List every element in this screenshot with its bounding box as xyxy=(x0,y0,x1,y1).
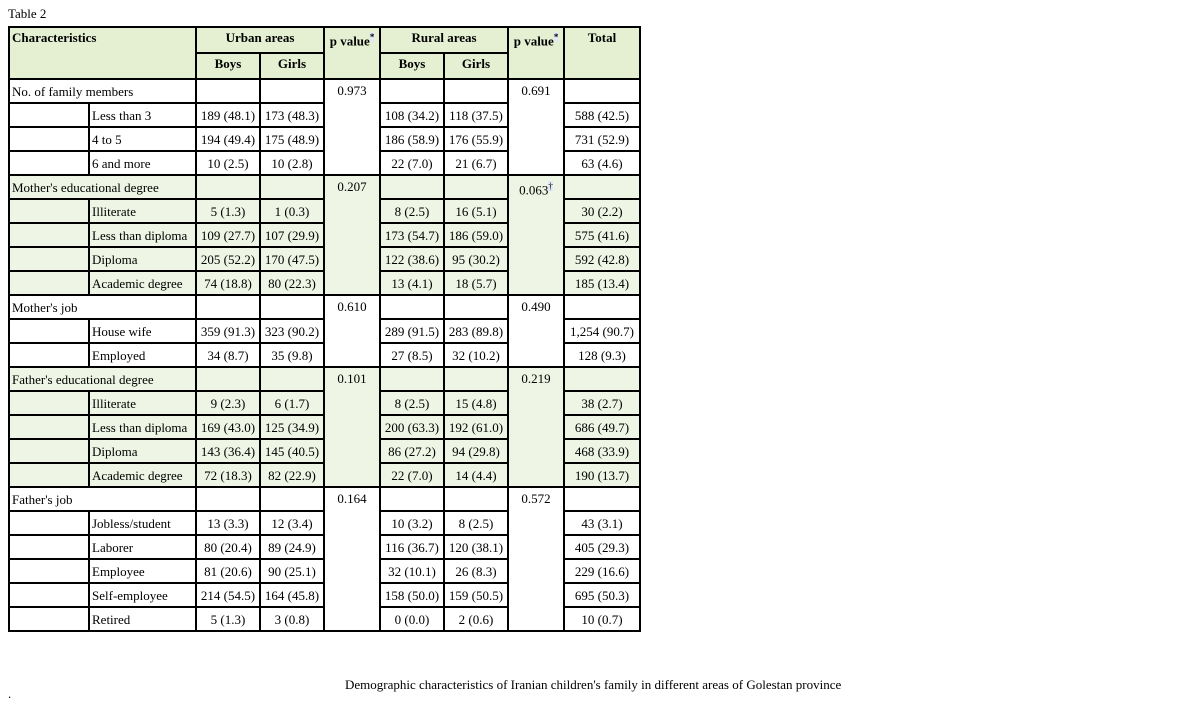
empty-cell xyxy=(260,367,324,391)
urban-girls-cell: 10 (2.8) xyxy=(260,151,324,175)
urban-boys-cell: 189 (48.1) xyxy=(196,103,260,127)
rural-girls-cell: 16 (5.1) xyxy=(444,199,508,223)
rural-boys-cell: 108 (34.2) xyxy=(380,103,444,127)
rural-boys-cell: 13 (4.1) xyxy=(380,271,444,295)
urban-boys-cell: 80 (20.4) xyxy=(196,535,260,559)
rural-boys-cell: 8 (2.5) xyxy=(380,391,444,415)
rural-girls-cell: 15 (4.8) xyxy=(444,391,508,415)
urban-boys-cell: 72 (18.3) xyxy=(196,463,260,487)
rural-boys-cell: 27 (8.5) xyxy=(380,343,444,367)
empty-cell xyxy=(564,175,640,199)
empty-cell xyxy=(444,295,508,319)
rural-boys-cell: 8 (2.5) xyxy=(380,199,444,223)
rural-boys-cell: 0 (0.0) xyxy=(380,607,444,631)
p-value-rural-text: 0.572 xyxy=(521,491,551,506)
urban-girls-cell: 1 (0.3) xyxy=(260,199,324,223)
total-cell: 405 (29.3) xyxy=(564,535,640,559)
total-cell: 686 (49.7) xyxy=(564,415,640,439)
indent-cell xyxy=(9,127,89,151)
total-cell: 731 (52.9) xyxy=(564,127,640,151)
urban-girls-cell: 3 (0.8) xyxy=(260,607,324,631)
urban-boys-cell: 13 (3.3) xyxy=(196,511,260,535)
table-caption: Demographic characteristics of Iranian children's family in different areas of Golestan province xyxy=(345,677,842,692)
empty-cell xyxy=(380,79,444,103)
rural-girls-cell: 118 (37.5) xyxy=(444,103,508,127)
group-row xyxy=(9,175,640,199)
urban-girls-cell: 145 (40.5) xyxy=(260,439,324,463)
indent-cell xyxy=(9,223,89,247)
indent-cell xyxy=(9,271,89,295)
footnote-dot: . xyxy=(8,686,12,701)
group-row xyxy=(9,295,640,319)
p-value-urban: 0.207 xyxy=(324,175,380,295)
urban-boys-cell: 214 (54.5) xyxy=(196,583,260,607)
p-value-rural-text: 0.490 xyxy=(521,299,551,314)
rural-girls-cell: 186 (59.0) xyxy=(444,223,508,247)
rural-girls-cell: 283 (89.8) xyxy=(444,319,508,343)
header-rural-girls: Girls xyxy=(444,53,508,79)
urban-girls-cell: 107 (29.9) xyxy=(260,223,324,247)
group-label: Mother's job xyxy=(9,295,196,319)
empty-cell xyxy=(564,295,640,319)
empty-cell xyxy=(196,367,260,391)
group-row xyxy=(9,79,640,103)
rural-girls-cell: 192 (61.0) xyxy=(444,415,508,439)
empty-cell xyxy=(444,367,508,391)
indent-cell xyxy=(9,415,89,439)
indent-cell xyxy=(9,319,89,343)
rural-boys-cell: 116 (36.7) xyxy=(380,535,444,559)
urban-girls-cell: 12 (3.4) xyxy=(260,511,324,535)
header-characteristics: Characteristics xyxy=(9,27,196,79)
row-label: Employee xyxy=(89,559,196,583)
empty-cell xyxy=(564,367,640,391)
group-row xyxy=(9,367,640,391)
rural-girls-cell: 32 (10.2) xyxy=(444,343,508,367)
urban-boys-cell: 169 (43.0) xyxy=(196,415,260,439)
row-label: Less than 3 xyxy=(89,103,196,127)
p-value-rural xyxy=(508,487,564,631)
empty-cell xyxy=(564,487,640,511)
header-rural-areas: Rural areas xyxy=(380,27,508,53)
empty-cell xyxy=(380,367,444,391)
total-cell: 1,254 (90.7) xyxy=(564,319,640,343)
row-label: Employed xyxy=(89,343,196,367)
rural-girls-cell: 94 (29.8) xyxy=(444,439,508,463)
total-cell: 10 (0.7) xyxy=(564,607,640,631)
urban-girls-cell: 170 (47.5) xyxy=(260,247,324,271)
urban-girls-cell: 35 (9.8) xyxy=(260,343,324,367)
empty-cell xyxy=(444,175,508,199)
group-label: Father's job xyxy=(9,487,196,511)
rural-boys-cell: 32 (10.1) xyxy=(380,559,444,583)
rural-boys-cell: 186 (58.9) xyxy=(380,127,444,151)
header-p-value-rural: p value* xyxy=(508,27,564,79)
row-label: Less than diploma xyxy=(89,223,196,247)
urban-girls-cell: 164 (45.8) xyxy=(260,583,324,607)
rural-girls-cell: 95 (30.2) xyxy=(444,247,508,271)
empty-cell xyxy=(564,79,640,103)
urban-girls-cell: 125 (34.9) xyxy=(260,415,324,439)
empty-cell xyxy=(196,175,260,199)
header-urban-areas: Urban areas xyxy=(196,27,324,53)
header-urban-boys: Boys xyxy=(196,53,260,79)
total-cell: 38 (2.7) xyxy=(564,391,640,415)
p-value-rural-text: 0.063 xyxy=(519,182,549,198)
empty-cell xyxy=(196,487,260,511)
urban-girls-cell: 80 (22.3) xyxy=(260,271,324,295)
p-value-rural-text: 0.219 xyxy=(521,371,551,386)
total-cell: 592 (42.8) xyxy=(564,247,640,271)
urban-girls-cell: 90 (25.1) xyxy=(260,559,324,583)
row-label: Academic degree xyxy=(89,271,196,295)
rural-girls-cell: 2 (0.6) xyxy=(444,607,508,631)
p-value-urban: 0.610 xyxy=(324,295,380,367)
row-label: Self-employee xyxy=(89,583,196,607)
rural-girls-cell: 8 (2.5) xyxy=(444,511,508,535)
indent-cell xyxy=(9,199,89,223)
urban-boys-cell: 5 (1.3) xyxy=(196,607,260,631)
rural-girls-cell: 18 (5.7) xyxy=(444,271,508,295)
rural-girls-cell: 21 (6.7) xyxy=(444,151,508,175)
rural-girls-cell: 26 (8.3) xyxy=(444,559,508,583)
total-cell: 128 (9.3) xyxy=(564,343,640,367)
urban-boys-cell: 34 (8.7) xyxy=(196,343,260,367)
indent-cell xyxy=(9,151,89,175)
row-label: Jobless/student xyxy=(89,511,196,535)
empty-cell xyxy=(444,487,508,511)
p-value-rural xyxy=(508,175,564,295)
urban-boys-cell: 359 (91.3) xyxy=(196,319,260,343)
asterisk-mark: * xyxy=(553,32,559,42)
urban-girls-cell: 6 (1.7) xyxy=(260,391,324,415)
total-cell: 30 (2.2) xyxy=(564,199,640,223)
total-cell: 468 (33.9) xyxy=(564,439,640,463)
header-rural-boys: Boys xyxy=(380,53,444,79)
asterisk-mark: * xyxy=(369,32,375,42)
total-cell: 695 (50.3) xyxy=(564,583,640,607)
urban-boys-cell: 205 (52.2) xyxy=(196,247,260,271)
urban-boys-cell: 194 (49.4) xyxy=(196,127,260,151)
empty-cell xyxy=(260,79,324,103)
indent-cell xyxy=(9,583,89,607)
urban-girls-cell: 82 (22.9) xyxy=(260,463,324,487)
indent-cell xyxy=(9,607,89,631)
rural-boys-cell: 122 (38.6) xyxy=(380,247,444,271)
header-p-value-urban: p value* xyxy=(324,27,380,79)
row-label: 4 to 5 xyxy=(89,127,196,151)
row-label: Laborer xyxy=(89,535,196,559)
total-cell: 43 (3.1) xyxy=(564,511,640,535)
p-value-urban: 0.164 xyxy=(324,487,380,631)
empty-cell xyxy=(380,487,444,511)
empty-cell xyxy=(380,175,444,199)
rural-boys-cell: 10 (3.2) xyxy=(380,511,444,535)
empty-cell xyxy=(196,295,260,319)
row-label: Academic degree xyxy=(89,463,196,487)
header-urban-girls: Girls xyxy=(260,53,324,79)
table-label: Table 2 xyxy=(8,6,47,21)
empty-cell xyxy=(260,295,324,319)
rural-boys-cell: 22 (7.0) xyxy=(380,463,444,487)
header-total: Total xyxy=(564,27,640,79)
group-label: Father's educational degree xyxy=(9,367,196,391)
rural-girls-cell: 176 (55.9) xyxy=(444,127,508,151)
total-cell: 229 (16.6) xyxy=(564,559,640,583)
row-label: Less than diploma xyxy=(89,415,196,439)
rural-boys-cell: 22 (7.0) xyxy=(380,151,444,175)
empty-cell xyxy=(260,487,324,511)
group-label: Mother's educational degree xyxy=(9,175,196,199)
row-label: House wife xyxy=(89,319,196,343)
p-value-rural xyxy=(508,295,564,367)
urban-girls-cell: 175 (48.9) xyxy=(260,127,324,151)
row-label: Diploma xyxy=(89,439,196,463)
urban-boys-cell: 74 (18.8) xyxy=(196,271,260,295)
rural-girls-cell: 120 (38.1) xyxy=(444,535,508,559)
indent-cell xyxy=(9,535,89,559)
row-label: Illiterate xyxy=(89,391,196,415)
urban-girls-cell: 89 (24.9) xyxy=(260,535,324,559)
urban-girls-cell: 323 (90.2) xyxy=(260,319,324,343)
row-label: 6 and more xyxy=(89,151,196,175)
urban-boys-cell: 81 (20.6) xyxy=(196,559,260,583)
empty-cell xyxy=(444,79,508,103)
empty-cell xyxy=(380,295,444,319)
p-value-rural xyxy=(508,367,564,487)
row-label: Retired xyxy=(89,607,196,631)
p-value-urban: 0.973 xyxy=(324,79,380,175)
indent-cell xyxy=(9,439,89,463)
rural-girls-cell: 14 (4.4) xyxy=(444,463,508,487)
total-cell: 185 (13.4) xyxy=(564,271,640,295)
total-cell: 190 (13.7) xyxy=(564,463,640,487)
urban-boys-cell: 9 (2.3) xyxy=(196,391,260,415)
urban-boys-cell: 109 (27.7) xyxy=(196,223,260,247)
rural-girls-cell: 159 (50.5) xyxy=(444,583,508,607)
rural-boys-cell: 289 (91.5) xyxy=(380,319,444,343)
urban-boys-cell: 5 (1.3) xyxy=(196,199,260,223)
urban-girls-cell: 173 (48.3) xyxy=(260,103,324,127)
row-label: Diploma xyxy=(89,247,196,271)
indent-cell xyxy=(9,463,89,487)
row-label: Illiterate xyxy=(89,199,196,223)
p-value-rural xyxy=(508,79,564,175)
total-cell: 63 (4.6) xyxy=(564,151,640,175)
urban-boys-cell: 143 (36.4) xyxy=(196,439,260,463)
rural-boys-cell: 86 (27.2) xyxy=(380,439,444,463)
indent-cell xyxy=(9,103,89,127)
dagger-mark: † xyxy=(548,181,553,191)
rural-boys-cell: 158 (50.0) xyxy=(380,583,444,607)
indent-cell xyxy=(9,391,89,415)
total-cell: 575 (41.6) xyxy=(564,223,640,247)
p-value-rural-text: 0.691 xyxy=(521,83,551,98)
indent-cell xyxy=(9,343,89,367)
demographics-table xyxy=(8,26,641,632)
group-label: No. of family members xyxy=(9,79,196,103)
rural-boys-cell: 200 (63.3) xyxy=(380,415,444,439)
empty-cell xyxy=(260,175,324,199)
indent-cell xyxy=(9,247,89,271)
total-cell: 588 (42.5) xyxy=(564,103,640,127)
empty-cell xyxy=(196,79,260,103)
indent-cell xyxy=(9,511,89,535)
rural-boys-cell: 173 (54.7) xyxy=(380,223,444,247)
urban-boys-cell: 10 (2.5) xyxy=(196,151,260,175)
group-row xyxy=(9,487,640,511)
p-value-urban: 0.101 xyxy=(324,367,380,487)
indent-cell xyxy=(9,559,89,583)
